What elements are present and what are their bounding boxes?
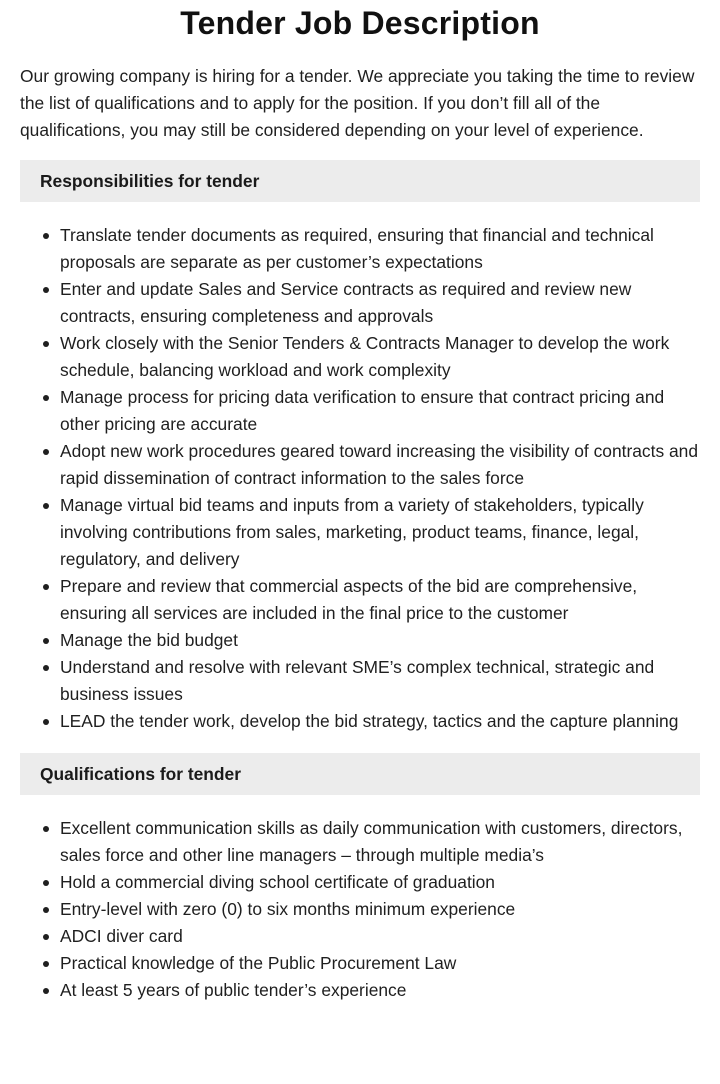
list-item [60,815,700,869]
list-item [60,708,700,735]
list-item-text: At least 5 years of public tender’s experience [60,980,407,1000]
list-item-text: Translate tender documents as required, ensuring that financial and technical proposals are separate as per customer’s expectations [60,225,654,272]
bullet-icon [43,826,49,832]
bullet-icon [43,503,49,509]
list-item [60,492,700,573]
bullet-icon [43,584,49,590]
list-item [60,384,700,438]
bullet-icon [43,665,49,671]
list-item [60,654,700,708]
list-item-text: ADCI diver card [60,926,183,946]
list-item-text: Prepare and review that commercial aspects of the bid are comprehensive, ensuring all services are included in the final price to the customer [60,576,638,623]
list-item-text: Adopt new work procedures geared toward increasing the visibility of contracts and rapid dissemination of contract information to the sales force [60,441,698,488]
qualifications-heading: Qualifications for tender [20,753,700,795]
bullet-icon [43,449,49,455]
bullet-icon [43,341,49,347]
bullet-icon [43,395,49,401]
bullet-icon [43,719,49,725]
list-item-text: Manage process for pricing data verification to ensure that contract pricing and other pricing are accurate [60,387,665,434]
list-item [60,222,700,276]
bullet-icon [43,287,49,293]
bullet-icon [43,988,49,994]
list-item [60,896,700,923]
list-item [60,950,700,977]
list-item [60,573,700,627]
responsibilities-list [20,222,700,735]
responsibilities-heading: Responsibilities for tender [20,160,700,202]
bullet-icon [43,961,49,967]
qualifications-list [20,815,700,1004]
list-item-text: Understand and resolve with relevant SME’s complex technical, strategic and business issues [60,657,655,704]
list-item-text: LEAD the tender work, develop the bid strategy, tactics and the capture planning [60,711,679,731]
list-item-text: Manage virtual bid teams and inputs from a variety of stakeholders, typically involving contributions from sales, marketing, product teams, finance, legal, regulatory, and delivery [60,495,644,569]
list-item [60,627,700,654]
list-item-text: Hold a commercial diving school certificate of graduation [60,872,495,892]
list-item [60,869,700,896]
bullet-icon [43,638,49,644]
bullet-icon [43,934,49,940]
page-title: Tender Job Description [180,5,540,41]
bullet-icon [43,880,49,886]
list-item-text: Excellent communication skills as daily communication with customers, directors, sales force and other line managers – through multiple media’s [60,818,683,865]
list-item [60,923,700,950]
list-item [60,438,700,492]
list-item-text: Manage the bid budget [60,630,238,650]
list-item [60,977,700,1004]
intro-paragraph: Our growing company is hiring for a tender. We appreciate you taking the time to review the list of qualifications and to apply for the position. If you don’t fill all of the qualifications, you may still be considered depending on your level of experience. [20,66,695,140]
list-item-text: Entry-level with zero (0) to six months minimum experience [60,899,516,919]
bullet-icon [43,907,49,913]
list-item-text: Work closely with the Senior Tenders & Contracts Manager to develop the work schedule, balancing workload and work complexity [60,333,670,380]
list-item-text: Enter and update Sales and Service contracts as required and review new contracts, ensuring completeness and approvals [60,279,632,326]
list-item [60,276,700,330]
list-item [60,330,700,384]
list-item-text: Practical knowledge of the Public Procurement Law [60,953,457,973]
bullet-icon [43,233,49,239]
